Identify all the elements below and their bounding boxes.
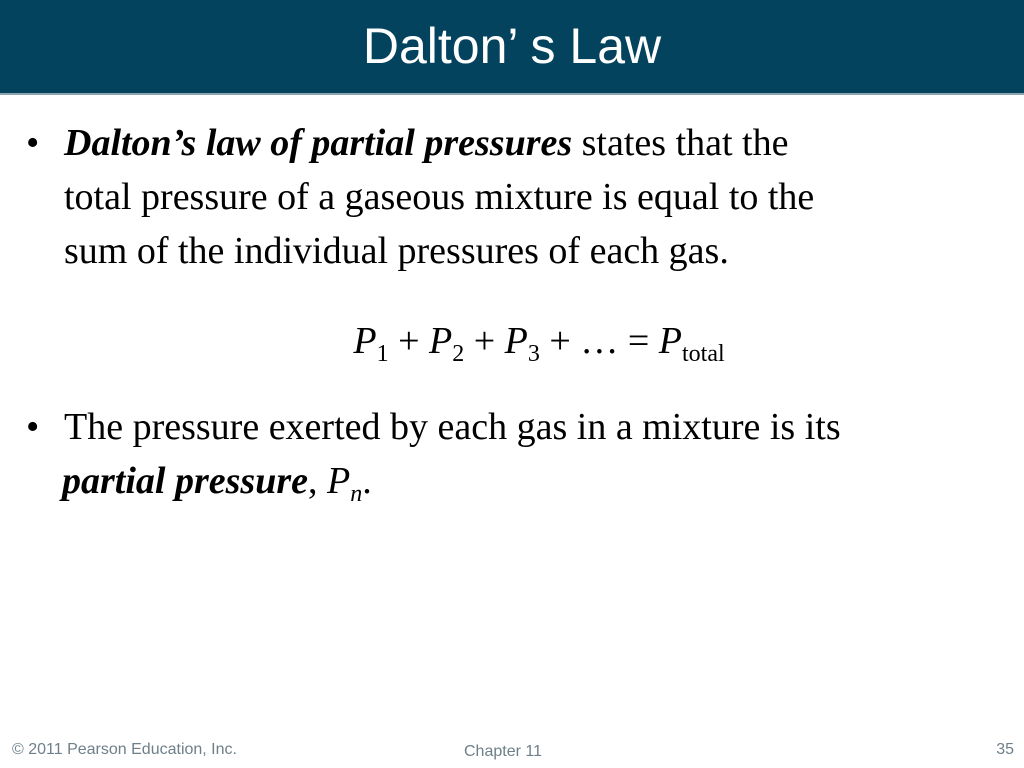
pn-symbol: P (326, 460, 351, 502)
bullet-1-line-1 (64, 116, 788, 170)
key-term-partial-pressure: partial pressure (62, 460, 308, 502)
formula-sub-1: 1 (376, 341, 389, 367)
bullet-1-text-a: states that the (581, 122, 789, 164)
partial-pressure-formula (0, 316, 1024, 366)
formula-p3-symbol: P (504, 320, 528, 362)
formula-plus-1: + (398, 320, 420, 362)
formula-p2-symbol: P (429, 320, 453, 362)
formula-sub-total: total (681, 341, 725, 367)
bullet-2-line-2 (62, 454, 372, 508)
bullet-2-line-1: The pressure exerted by each gas in a mixture is its (64, 406, 841, 448)
formula-sub-2: 2 (452, 341, 465, 367)
copyright-notice: © 2011 Pearson Education, Inc. (12, 741, 237, 758)
chapter-label: Chapter 11 (464, 743, 542, 760)
formula-ptotal-symbol: P (658, 320, 682, 362)
key-term-daltons-law: Dalton’s law of partial pressures (64, 122, 573, 164)
bullet-2-period: . (362, 460, 372, 502)
slide-title: Dalton’ s Law (362, 18, 662, 74)
bullet-2-comma: , (307, 460, 318, 502)
bullet-1-line-3: sum of the individual pressures of each gas. (64, 230, 729, 272)
formula-plus-2: + (473, 320, 496, 362)
formula-p1-symbol: P (353, 320, 377, 362)
pn-subscript: n (350, 481, 363, 507)
formula-sub-3: 3 (527, 341, 540, 367)
formula-tail: + … = (549, 320, 650, 362)
page-number: 35 (996, 741, 1014, 758)
bullet-1-line-2: total pressure of a gaseous mixture is equal to the (64, 176, 815, 218)
bullet-marker: • (26, 406, 40, 448)
bullet-marker: • (26, 122, 40, 164)
